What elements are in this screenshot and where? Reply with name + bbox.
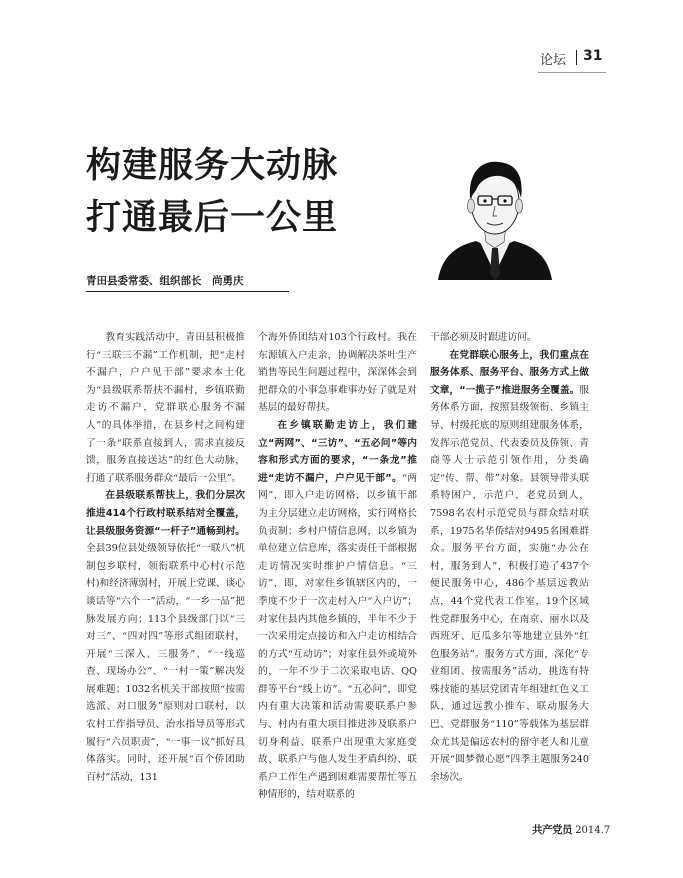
- text-column-3: [430, 329, 589, 786]
- paragraph: 个海外侨团结对103个行政村。我在东源镇入户走亲，协调解决茶叶生产销售等民生问题过程中，深深体会到把群众的小事急事难事办好了就是对基层的最好帮扶。: [258, 332, 417, 414]
- issue-number: 2014.7: [575, 825, 611, 836]
- lead-in: 在党群联心服务上，我们重点在服务体系、服务平台、服务方式上做文章，“一揽子”推进服务全覆盖。: [430, 349, 589, 396]
- paragraph: [430, 347, 589, 787]
- text-column-2: [258, 329, 417, 804]
- section-label: 论坛: [540, 53, 567, 68]
- paragraph: 干部必须及时跟进访问。: [430, 332, 537, 343]
- title-line-2: 打通最后一公里: [86, 198, 339, 238]
- header-rule: [538, 72, 606, 73]
- author-byline: 青田县委常委、组织部长 尚勇庆: [86, 275, 244, 287]
- article-title: [86, 140, 338, 244]
- lead-in: 在乡镇联勤走访上，我们建立“两网”、“三访”、“五必问”等内容和形式方面的要求，“一条龙”推进“走访不漏户，户户见干部”。: [258, 419, 417, 484]
- paragraph: 教育实践活动中，青田县积极推行“三联三不漏”工作机制，把“走村不漏户，户户见干部”要求本土化为“县级联系帮扶不漏村，乡镇联勤走访不漏户，党群联心服务不漏人”的具体举措，在县乡村之间构建了一条“联系直接到人，需求直接反馈，服务直接送达”的红色大动脉，打通了联系服务群众“最后一公里”。: [86, 332, 245, 484]
- paragraph-body: 全县39位县处级领导依托“一联八”机制包乡联村，领衔联系中心村(示范村)和经济薄弱村，开展上党课、谈心谈话等“六个一”活动，“一乡一品”把脉发展方向；113个县级部门以“三对三”、“四对四”等形式组团联村，开展“三深入、三服务”、“一线巡查、现场办公”、“一村一策”解决发展难题；1032名机关干部按照“按需选派、对口服务”原则对口联村，以农村工作指导员、治水指导员等形式履行“六员职责”，“一事一议”抓好具体落实。同时，还开展“百个侨团助百村”活动，131: [86, 543, 245, 783]
- header-divider: [576, 50, 577, 65]
- paragraph: [86, 487, 245, 786]
- title-line-1: 构建服务大动脉: [86, 146, 339, 186]
- paragraph: [258, 417, 417, 804]
- text-column-1: [86, 329, 245, 786]
- paragraph-body: “两网”，即入户走访网格，以乡镇干部为主分层建立走访网格，实行网格长负责制；乡村户情信息网，以乡镇为单位建立信息库，落实责任干部根据走访情况实时维护户情信息。“三访”，即，对家住乡镇辖区内的，一季度不少于一次走村入户“入户访”；对家住县内其他乡镇的，半年不少于一次采用定点接访和入户走访相结合的方式“互动访”；对家住县外或境外的，一年不少于二次采取电话、QQ群等平台“线上访”。“五必问”，即党内有重大决策和活动需要联系户参与、村内有重大项目推进涉及联系户切身利益、联系户出现重大家庭变故、联系户与他人发生矛盾纠纷、联系户工作生产遇到困难需要帮忙等五种情形的，结对联系的: [258, 472, 418, 801]
- page-number: 31: [583, 48, 603, 64]
- author-portrait: [436, 146, 554, 280]
- paragraph-body: 服务体系方面，按照县级领衔、乡镇主导、村级托底的原则组建服务体系，发挥示范党员、代表委员及侨领、青商等人士示范引领作用，分类确定“传、帮、带”对象。县领导带头联系特困户，示范户，老党员到人，7598名农村示范党员与群众结对联系，1975名华侨结对9495名困难群众。服务平台方面，实施“办公在村，服务到人”，积极打造了437个便民服务中心，486个基层远教站点，44个党代表工作室，19个区域性党群服务中心，在南京、丽水以及西班牙、厄瓜多尔等地建立县外“红色服务站”。服务方式方面，深化“专业组团、按需服务”活动，挑选有特殊技能的基层党团青年组建红色义工队，通过远教小推车、联动服务大巴、党群服务“110”等载体为基层群众尤其是偏远农村的留守老人和儿童开展“圆梦微心愿”四季主题服务240余场次。: [430, 384, 589, 783]
- author-rule: [86, 291, 289, 292]
- magazine-logo: 共产党员: [532, 824, 572, 836]
- lead-in: 在县级联系帮扶上，我们分层次推进414个行政村联系结对全覆盖，让县级服务资源“一杆子”通畅到村。: [86, 490, 245, 537]
- page-footer: [532, 822, 610, 837]
